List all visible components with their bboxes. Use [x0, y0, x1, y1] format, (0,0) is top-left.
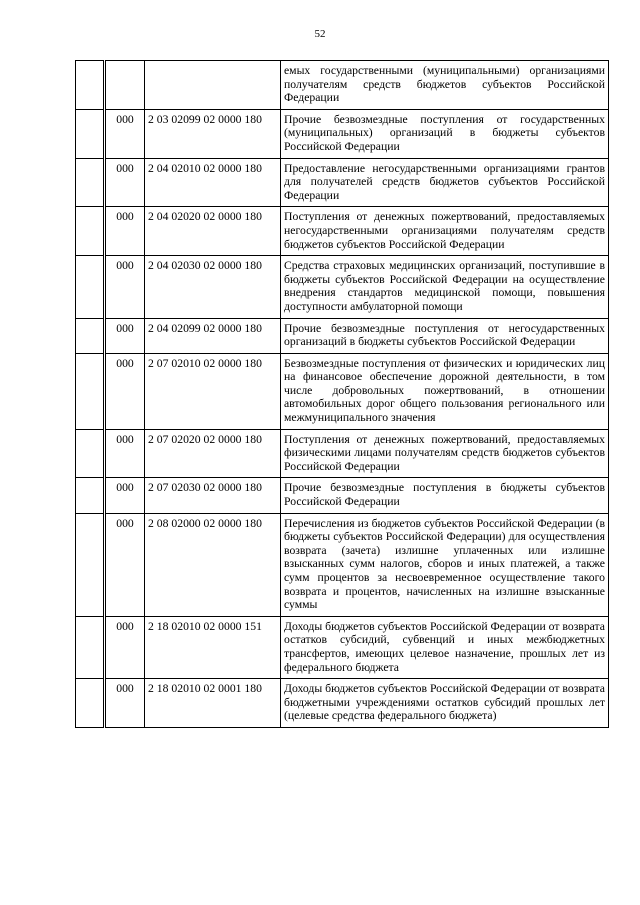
revenue-description-cell: Прочие безвозмездные поступления от государственных (муниципальных) организаций в бюджеты субъектов Российской Федерации — [281, 109, 609, 158]
revenue-code-cell — [145, 61, 281, 110]
table-row — [76, 207, 609, 256]
revenue-code-cell: 2 04 02099 02 0000 180 — [145, 318, 281, 353]
row-number-cell — [76, 353, 105, 429]
revenue-description-cell: емых государственными (муниципальными) организациями получателям средств бюджетов субъектов Российской Федерации — [281, 61, 609, 110]
row-number-cell — [76, 207, 105, 256]
administrator-code-cell: 000 — [105, 513, 145, 616]
administrator-code-cell: 000 — [105, 478, 145, 513]
revenue-code-cell: 2 04 02020 02 0000 180 — [145, 207, 281, 256]
revenue-code-cell: 2 07 02020 02 0000 180 — [145, 429, 281, 478]
revenue-description-cell: Поступления от денежных пожертвований, предоставляемых негосударственными организациями получателям средств бюджетов субъектов Российской Федерации — [281, 207, 609, 256]
row-number-cell — [76, 61, 105, 110]
revenue-code-cell: 2 08 02000 02 0000 180 — [145, 513, 281, 616]
row-number-cell — [76, 429, 105, 478]
revenue-description-cell: Доходы бюджетов субъектов Российской Федерации от возврата бюджетными учреждениями остатков субсидий прошлых лет (целевые средства федерального бюджета) — [281, 679, 609, 728]
page-number: 52 — [314, 28, 326, 40]
revenue-code-cell: 2 07 02030 02 0000 180 — [145, 478, 281, 513]
revenue-code-cell: 2 18 02010 02 0000 151 — [145, 616, 281, 678]
table-row — [76, 61, 609, 110]
revenue-description-cell: Поступления от денежных пожертвований, предоставляемых физическими лицами получателям средств бюджетов субъектов Российской Федерации — [281, 429, 609, 478]
table-row — [76, 513, 609, 616]
administrator-code-cell: 000 — [105, 256, 145, 318]
table-row — [76, 616, 609, 678]
revenue-description-cell: Прочие безвозмездные поступления в бюджеты субъектов Российской Федерации — [281, 478, 609, 513]
table-row — [76, 158, 609, 207]
administrator-code-cell: 000 — [105, 353, 145, 429]
revenue-code-cell: 2 04 02010 02 0000 180 — [145, 158, 281, 207]
administrator-code-cell: 000 — [105, 109, 145, 158]
row-number-cell — [76, 513, 105, 616]
table-row — [76, 353, 609, 429]
row-number-cell — [76, 109, 105, 158]
administrator-code-cell: 000 — [105, 616, 145, 678]
revenue-description-cell: Средства страховых медицинских организаций, поступившие в бюджеты субъектов Российской Федерации на осуществление внедрения стандартов медицинской помощи, повышения доступности амбулаторной помощи — [281, 256, 609, 318]
administrator-code-cell: 000 — [105, 207, 145, 256]
table-row — [76, 256, 609, 318]
revenue-code-cell: 2 07 02010 02 0000 180 — [145, 353, 281, 429]
administrator-code-cell: 000 — [105, 158, 145, 207]
revenue-description-cell: Доходы бюджетов субъектов Российской Федерации от возврата остатков субсидий, субвенций и иных межбюджетных трансфертов, имеющих целевое назначение, прошлых лет из федерального бюджета — [281, 616, 609, 678]
revenue-description-cell: Безвозмездные поступления от физических и юридических лиц на финансовое обеспечение дорожной деятельности, в том числе добровольных пожертвований, в отношении автомобильных дорог общего пользования регионального или межмуниципального значения — [281, 353, 609, 429]
table-row — [76, 478, 609, 513]
revenue-code-cell: 2 04 02030 02 0000 180 — [145, 256, 281, 318]
table-row — [76, 109, 609, 158]
row-number-cell — [76, 158, 105, 207]
row-number-cell — [76, 616, 105, 678]
revenue-description-cell: Предоставление негосударственными организациями грантов для получателей средств бюджетов субъектов Российской Федерации — [281, 158, 609, 207]
table-row — [76, 679, 609, 728]
table-row — [76, 318, 609, 353]
revenue-code-cell: 2 18 02010 02 0001 180 — [145, 679, 281, 728]
row-number-cell — [76, 478, 105, 513]
revenue-code-cell: 2 03 02099 02 0000 180 — [145, 109, 281, 158]
table-body — [76, 61, 609, 728]
row-number-cell — [76, 679, 105, 728]
row-number-cell — [76, 256, 105, 318]
administrator-code-cell: 000 — [105, 679, 145, 728]
row-number-cell — [76, 318, 105, 353]
administrator-code-cell: 000 — [105, 318, 145, 353]
revenue-classification-table — [75, 60, 609, 728]
administrator-code-cell — [105, 61, 145, 110]
revenue-description-cell: Перечисления из бюджетов субъектов Российской Федерации (в бюджеты субъектов Российской Федерации) для осуществления возврата (зачета) излишне уплаченных или излишне взысканных сумм налогов, сборов и иных платежей, а также сумм процентов за несвоевременное осуществление такого возврата и процентов, начисленных на излишне взысканные суммы — [281, 513, 609, 616]
table-row — [76, 429, 609, 478]
administrator-code-cell: 000 — [105, 429, 145, 478]
revenue-description-cell: Прочие безвозмездные поступления от негосударственных организаций в бюджеты субъектов Российской Федерации — [281, 318, 609, 353]
